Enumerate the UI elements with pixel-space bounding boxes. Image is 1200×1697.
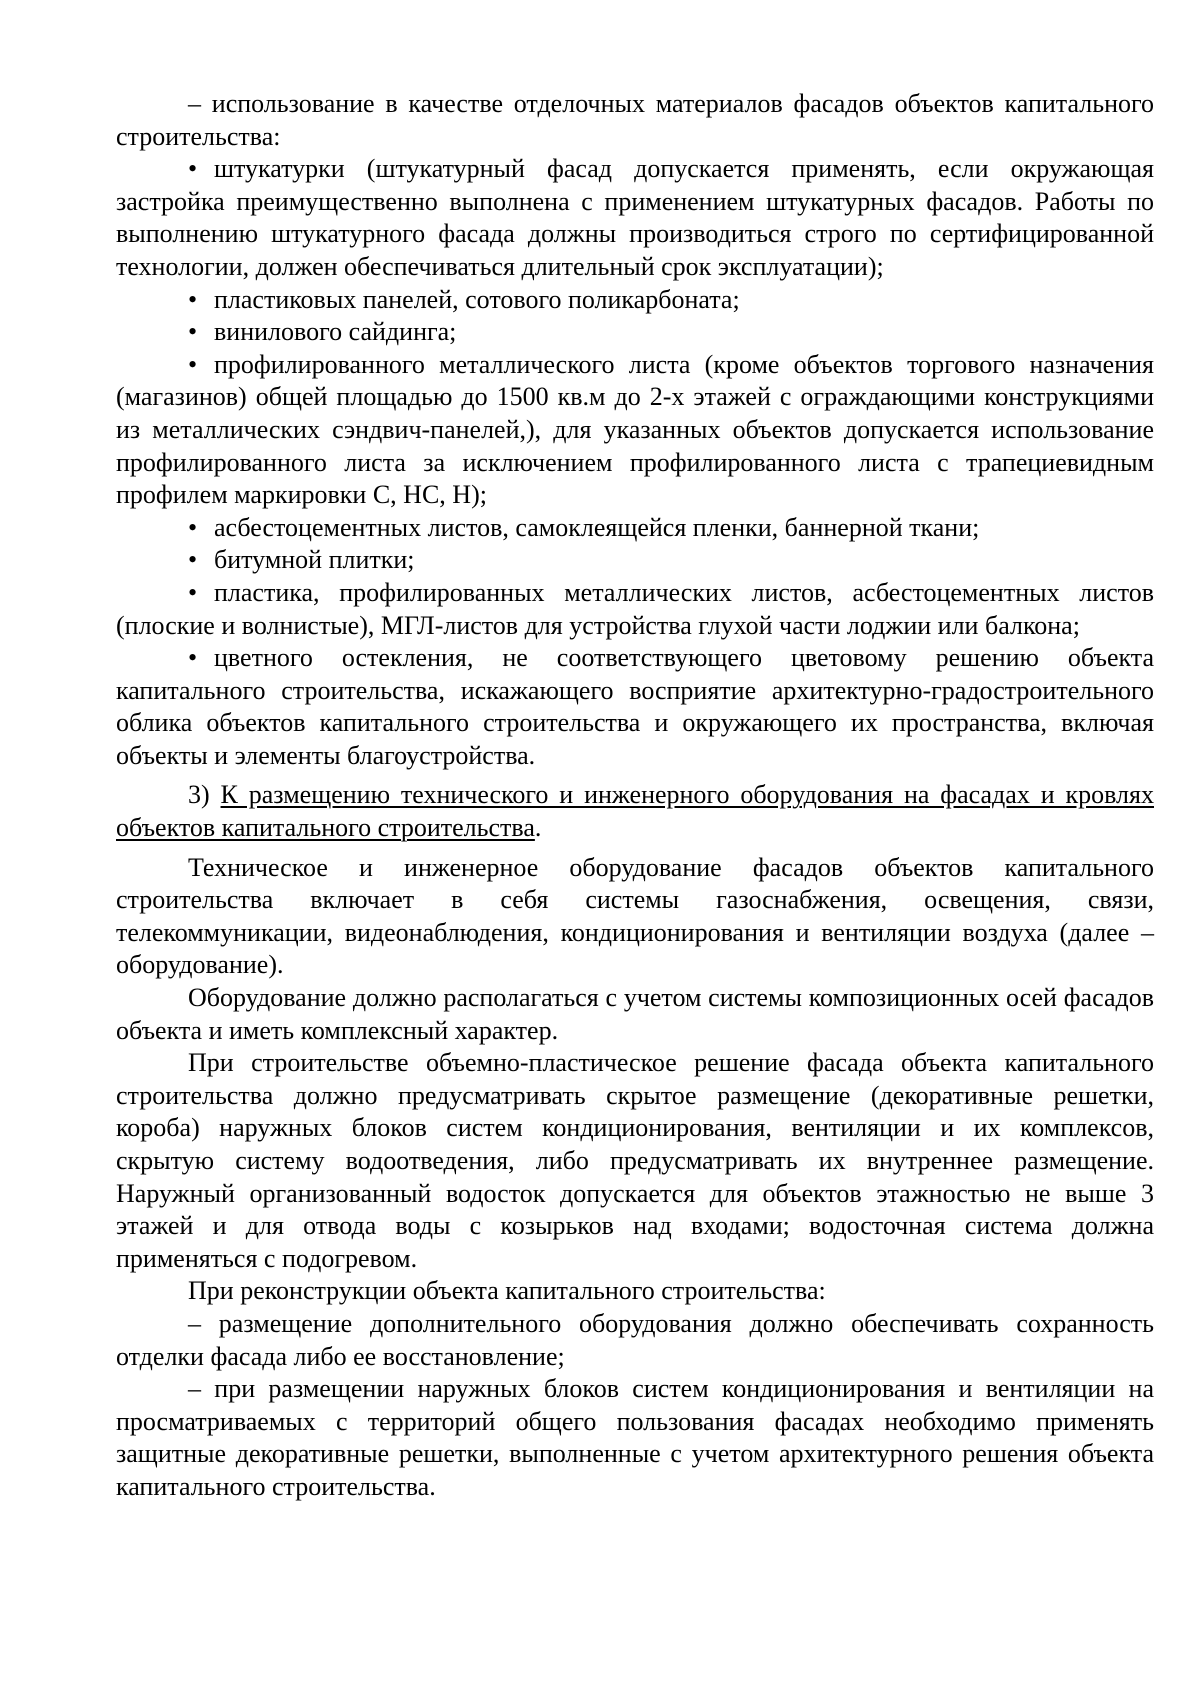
- body-paragraph: При реконструкции объекта капитального строительства:: [188, 1276, 826, 1306]
- bullet-icon: •: [188, 284, 198, 314]
- bullet-icon: •: [188, 512, 198, 542]
- section-title: К размещению технического и инженерного оборудования на фасадах и кровлях объектов капитального строительства: [116, 780, 1154, 843]
- list-item: [116, 512, 1154, 545]
- section-heading: [116, 779, 1154, 844]
- body-paragraph: Оборудование должно располагаться с учетом системы композиционных осей фасадов объекта и иметь комплексный характер.: [116, 983, 1154, 1045]
- list-item: [116, 577, 1154, 642]
- list-item: [116, 284, 1154, 317]
- list-item-text: цветного остекления, не соответствующего цветовому решению объекта капитального строительства, искажающего восприятие архитектурно-градостроительного облика объектов капитального строительства и окружающего их пространства, включая объекты и элементы благоустройства.: [116, 643, 1154, 770]
- list-item: [116, 153, 1154, 283]
- body-paragraph: При строительстве объемно-пластическое решение фасада объекта капитального строительства должно предусматривать скрытое размещение (декоративные решетки, короба) наружных блоков систем кондиционирования, вентиляции и их комплексов, скрытую систему водоотведения, либо предусматривать их внутреннее размещение. Наружный организованный водосток допускается для объектов этажностью не выше 3 этажей и для отвода воды с козырьков над входами; водосточная система должна применяться с подогревом.: [116, 1048, 1154, 1273]
- list-item-text: пластиковых панелей, сотового поликарбоната;: [214, 284, 740, 314]
- list-item-text: штукатурки (штукатурный фасад допускается применять, если окружающая застройка преимущественно выполнена с применением штукатурных фасадов. Работы по выполнению штукатурного фасада должны производиться строго по сертифицированной технологии, должен обеспечиваться длительный срок эксплуатации);: [116, 154, 1154, 281]
- intro-paragraph: – использование в качестве отделочных материалов фасадов объектов капитального строительства:: [116, 89, 1154, 151]
- bullet-icon: •: [188, 317, 198, 347]
- list-item-text: профилированного металлического листа (кроме объектов торгового назначения (магазинов) общей площадью до 1500 кв.м до 2-х этажей с ограждающими конструкциями из металлических сэндвич-панелей,), для указанных объектов допускается использование профилированного листа за исключением профилированного листа с трапециевидным профилем маркировки С, НС, Н);: [116, 349, 1154, 510]
- list-item: [116, 349, 1154, 512]
- section-number: 3): [188, 780, 221, 810]
- list-item: [116, 642, 1154, 772]
- bullet-icon: •: [188, 643, 198, 673]
- list-item-text: битумной плитки;: [214, 545, 415, 575]
- bullet-icon: •: [188, 577, 198, 607]
- list-item: [116, 544, 1154, 577]
- list-item-text: пластика, профилированных металлических листов, асбестоцементных листов (плоские и волнистые), МГЛ-листов для устройства глухой части лоджии или балкона;: [116, 577, 1154, 640]
- list-item-text: асбестоцементных листов, самоклеящейся пленки, баннерной ткани;: [214, 512, 980, 542]
- body-paragraph: – размещение дополнительного оборудования должно обеспечивать сохранность отделки фасада либо ее восстановление;: [116, 1308, 1154, 1371]
- bullet-icon: •: [188, 349, 198, 379]
- section-title-end: .: [534, 813, 542, 843]
- bullet-icon: •: [188, 545, 198, 575]
- bullet-icon: •: [188, 154, 198, 184]
- body-paragraph: – при размещении наружных блоков систем кондиционирования и вентиляции на просматриваемых с территорий общего пользования фасадах необходимо применять защитные декоративные решетки, выполненные с учетом архитектурного решения объекта капитального строительства.: [116, 1374, 1154, 1501]
- body-paragraph: Техническое и инженерное оборудование фасадов объектов капитального строительства включает в себя системы газоснабжения, освещения, связи, телекоммуникации, видеонаблюдения, кондиционирования и вентиляции воздуха (далее – оборудование).: [116, 852, 1154, 980]
- list-item-text: винилового сайдинга;: [214, 317, 457, 347]
- list-item: [116, 316, 1154, 349]
- document-page: [116, 88, 1154, 1504]
